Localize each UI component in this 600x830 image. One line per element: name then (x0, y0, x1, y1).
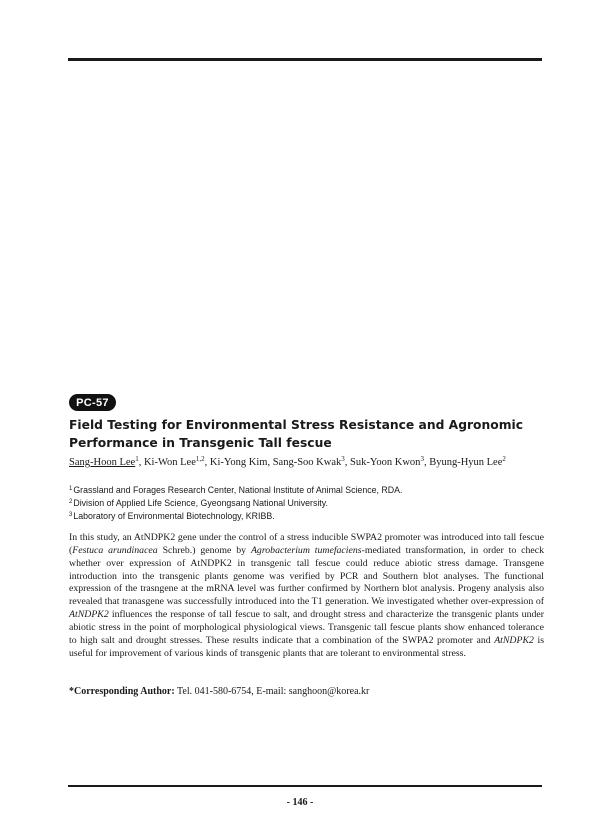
affiliation-item (69, 484, 544, 497)
author-separator: , (344, 457, 351, 468)
author-affiliation-mark: 2 (502, 455, 506, 463)
affiliation-number: 2 (69, 499, 73, 505)
paper-title: Field Testing for Environmental Stress Resistance and Agronomic Performance in Transgenic Tall fescue (69, 418, 524, 450)
affiliation-number: 1 (69, 486, 73, 492)
corresponding-author-label: *Corresponding Author: (69, 686, 175, 697)
corresponding-author-contact: Tel. 041-580-6754, E-mail: sanghoon@korea.kr (174, 686, 370, 697)
author-affiliation-mark: 1 (135, 455, 139, 463)
bottom-rule (68, 785, 542, 787)
author-name: Sang-Hoon Lee (69, 457, 136, 468)
affiliation-text: Grassland and Forages Research Center, National Institute of Animal Science, RDA. (73, 485, 403, 495)
author-separator: , (267, 457, 273, 468)
author-name: Suk-Yoon Kwon (350, 457, 421, 468)
abstract-italic-term: Agrobacterium tumefaciens (250, 544, 362, 556)
author-affiliation-mark: 3 (420, 455, 424, 463)
abstract-body (69, 532, 544, 660)
author-name: Ki-Yong Kim (209, 457, 268, 468)
affiliation-list (69, 484, 544, 523)
abstract-italic-term: AtNDPK2 (69, 609, 109, 621)
affiliation-text: Division of Applied Life Science, Gyeongsang National University. (73, 498, 328, 508)
abstract-text: is useful for improvement of various kinds of transgenic plants that are tolerant to environmental stress. (69, 634, 545, 659)
session-badge: PC-57 (69, 394, 116, 411)
abstract-text: In this study, an AtNDPK2 gene under the control of a stress inducible SWPA2 promoter was introduced into tall fescue ( (69, 532, 544, 556)
author-affiliation-mark: 3 (341, 455, 345, 463)
author-separator: , (138, 457, 144, 468)
abstract-italic-term: Festuca arundinacea (72, 544, 158, 556)
page-number: - 146 - (286, 797, 314, 808)
abstract-text: influences the response of tall fescue to salt, and drought stress and characterize the transgenic plants under abiotic stress in the point of morphological physiological views. Transgenic tall fescue plants show enhanced tolerance to high salt and drought stresses. These results indicate that a combination of the SWPA2 promoter and (69, 609, 544, 646)
corresponding-author (69, 686, 544, 697)
abstract-italic-term: AtNDPK2 (494, 634, 534, 646)
abstract-text: -mediated transformation, in order to check whether over expression of AtNDPK2 in transgenic tall fescue could reduce abiotic stress damage. Transgene introduction into the transgenic plants genome was verified by PCR and Southern blot analyses. The functional expression of the trasngene at the mRNA level was further confirmed by Northern blot analysis. Progeny analysis also revealed that tranasgene was successfully introduced into the T1 generation. We investigated whether over-expression of (69, 544, 545, 608)
author-list (69, 457, 544, 468)
author-affiliation-mark: 1,2 (195, 455, 205, 463)
affiliation-text: Laboratory of Environmental Biotechnology, KRIBB. (73, 511, 275, 521)
author-name: Sang-Soo Kwak (272, 457, 342, 468)
author-separator: , (423, 457, 430, 468)
affiliation-item (69, 497, 544, 510)
abstract-text: Schreb.) genome by (157, 544, 251, 556)
top-rule (68, 58, 542, 61)
affiliation-number: 3 (69, 512, 73, 518)
author-separator: , (204, 457, 210, 468)
affiliation-item (69, 510, 544, 523)
author-name: Byung-Hyun Lee (429, 457, 503, 468)
author-name: Ki-Won Lee (143, 457, 196, 468)
